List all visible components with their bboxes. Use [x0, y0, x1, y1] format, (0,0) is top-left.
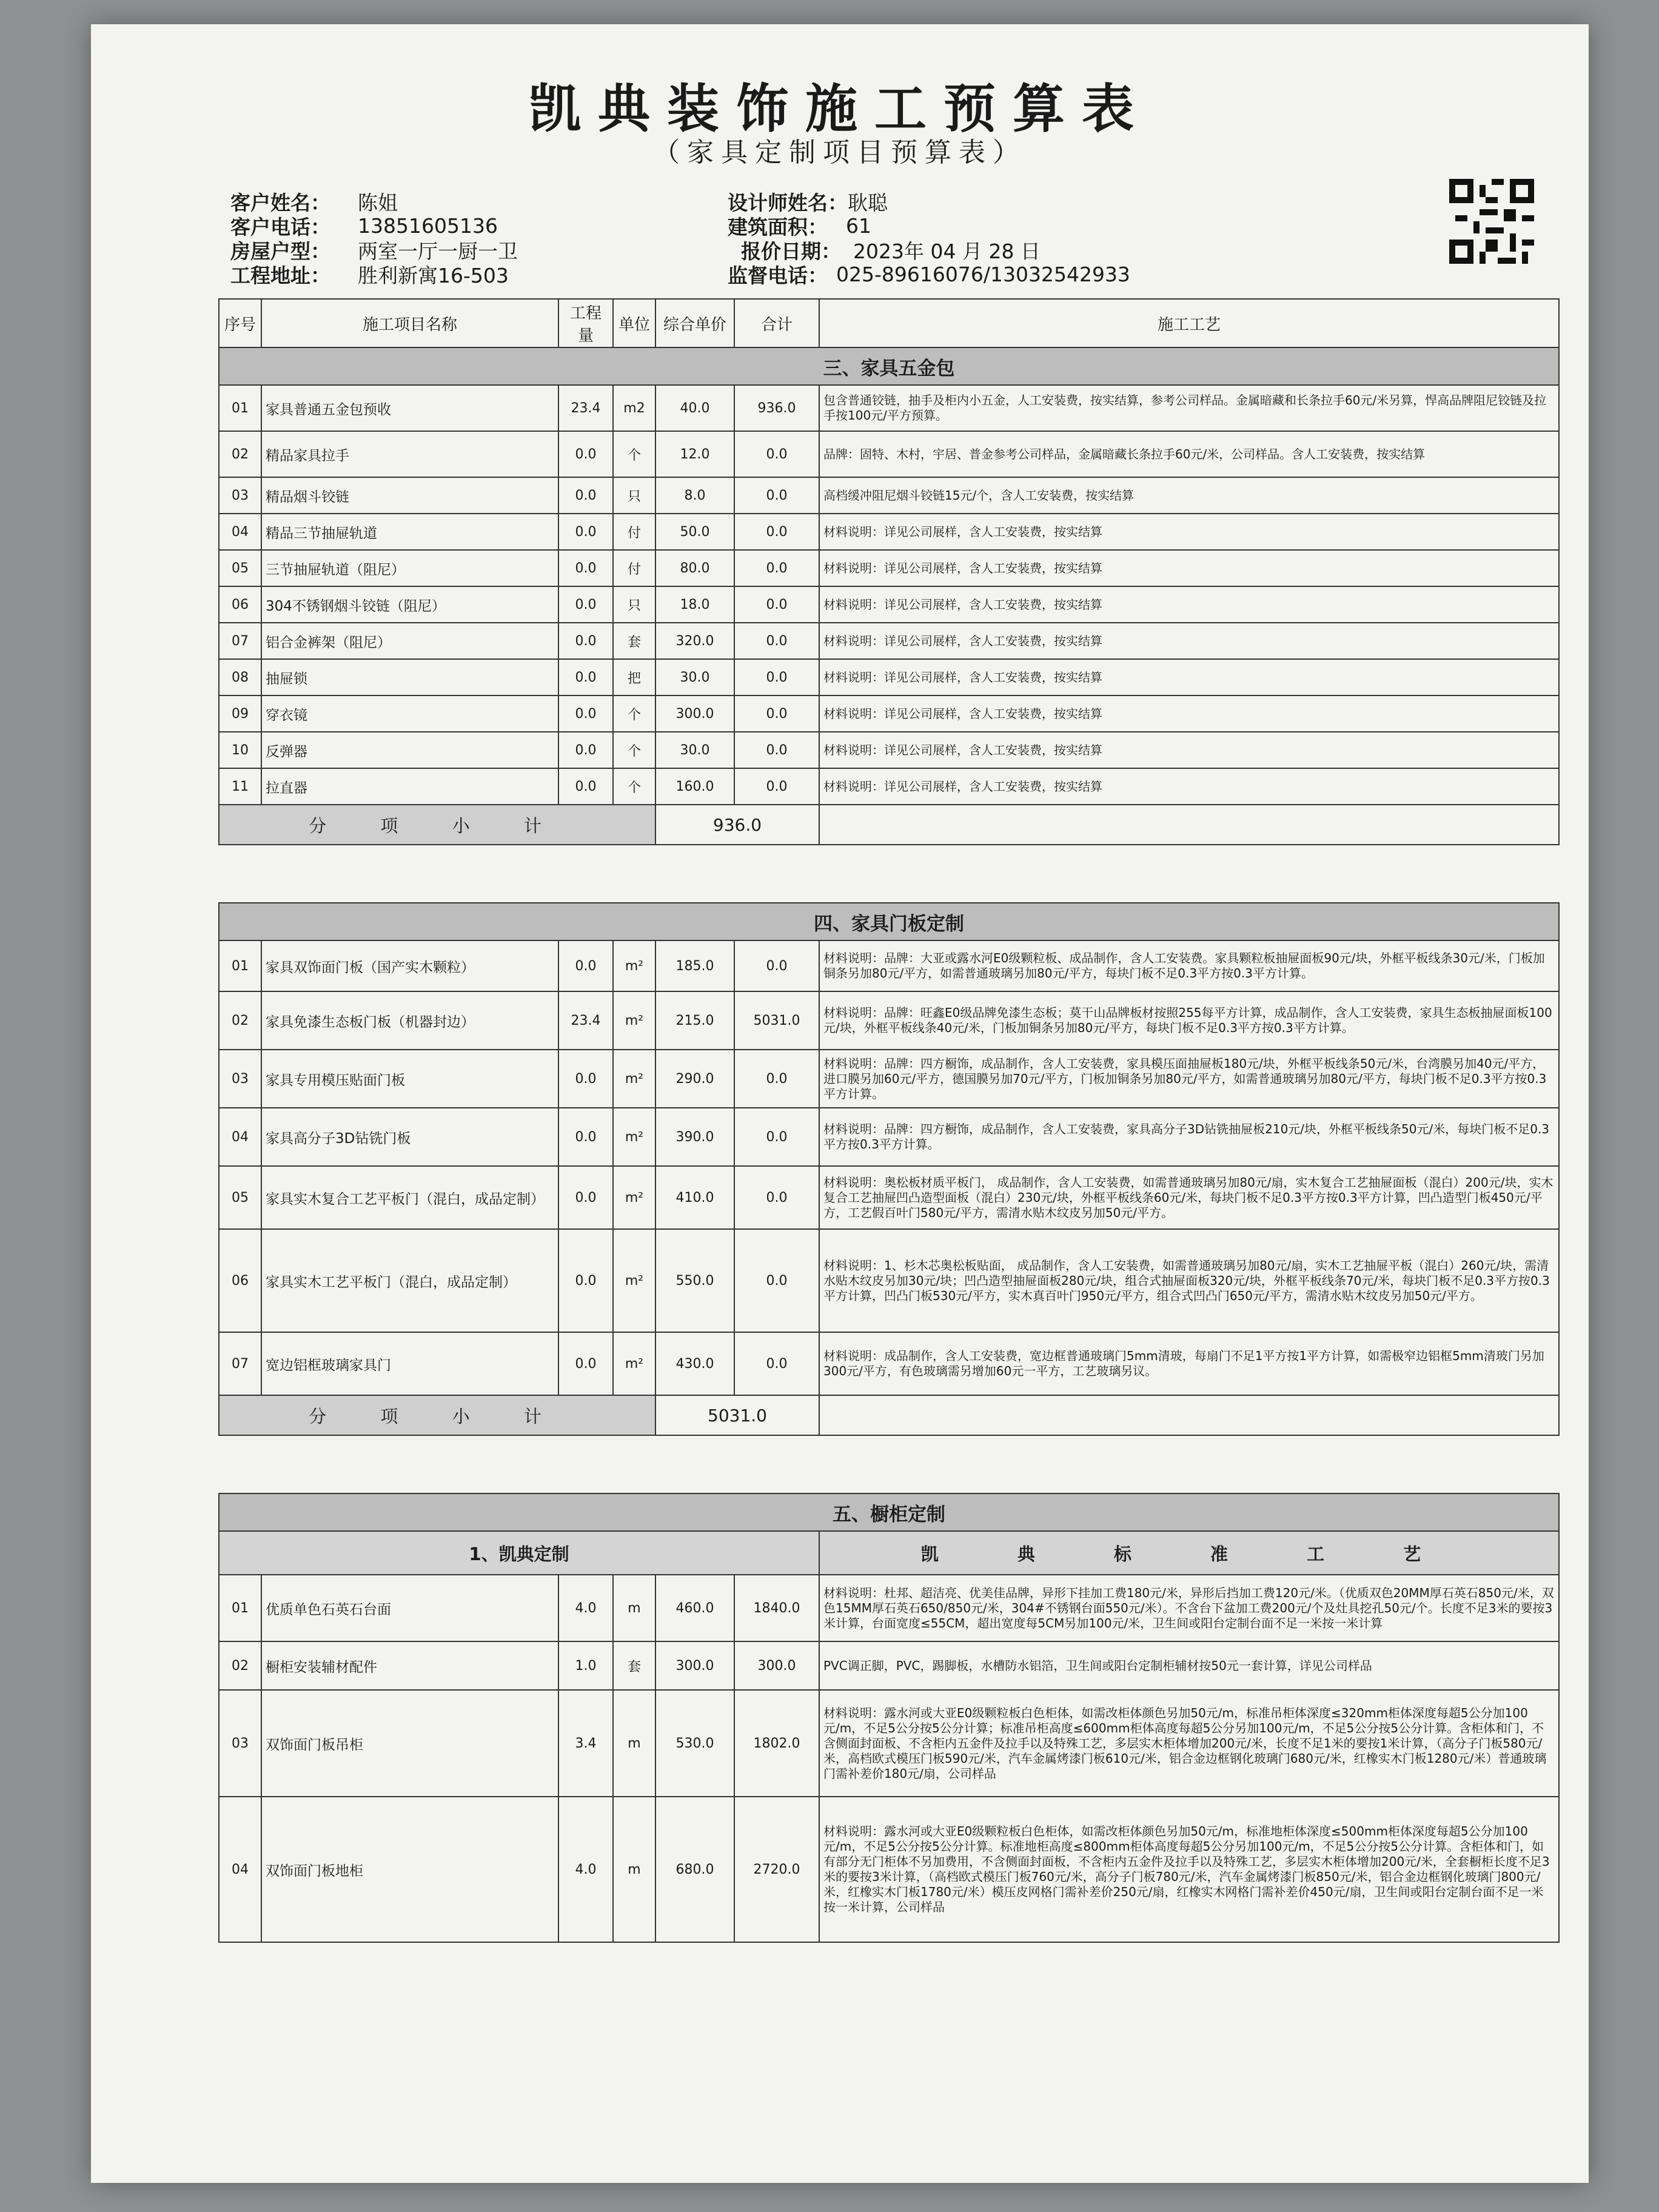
- item-qty: 0.0: [558, 1108, 613, 1166]
- section-title: 五、橱柜定制: [219, 1493, 1559, 1531]
- item-no: 06: [219, 586, 261, 623]
- item-craft: 材料说明：品牌：大亚或露水河E0级颗粒板、成品制作，含人工安装费。家具颗粒板抽屉面板90元/块，外框平板线条30元/米，门板加铜条另加80元/平方，如需普通玻璃另加80元/平方，每块门板不足0.3平方按0.3平方计算。: [819, 940, 1559, 991]
- item-price: 40.0: [655, 385, 734, 431]
- item-name: 家具专用模压贴面门板: [261, 1050, 558, 1108]
- item-total: 936.0: [734, 385, 819, 431]
- item-no: 09: [219, 695, 261, 732]
- item-qty: 4.0: [558, 1797, 613, 1942]
- item-craft: 高档缓冲阻尼烟斗铰链15元/个，含人工安装费，按实结算: [819, 477, 1559, 514]
- item-name: 家具高分子3D钻铣门板: [261, 1108, 558, 1166]
- item-total: 1840.0: [734, 1575, 819, 1641]
- item-name: 双饰面门板吊柜: [261, 1690, 558, 1797]
- item-unit: m²: [613, 1050, 655, 1108]
- item-unit: m2: [613, 385, 655, 431]
- item-unit: m²: [613, 1166, 655, 1229]
- item-price: 215.0: [655, 991, 734, 1050]
- table-row: [219, 1641, 1559, 1690]
- col-header-no: 序号: [219, 299, 261, 347]
- item-qty: 23.4: [558, 385, 613, 431]
- item-name: 铝合金裤架（阻尼）: [261, 623, 558, 659]
- item-no: 10: [219, 732, 261, 768]
- item-no: 01: [219, 940, 261, 991]
- item-unit: 个: [613, 695, 655, 732]
- item-total: 0.0: [734, 768, 819, 805]
- table-row: [219, 514, 1559, 550]
- designer-name: 耿聪: [848, 190, 888, 215]
- section-title-row: [219, 1493, 1559, 1531]
- section-door-subtotal: [219, 1395, 1559, 1493]
- client-info: [230, 189, 1564, 286]
- item-total: 0.0: [734, 623, 819, 659]
- table-row: [219, 695, 1559, 732]
- item-qty: 0.0: [558, 695, 613, 732]
- document-title: 凯典装饰施工预算表: [529, 78, 1151, 139]
- customer-name: 陈姐: [358, 190, 398, 215]
- item-total: 0.0: [734, 695, 819, 732]
- item-no: 01: [219, 1575, 261, 1641]
- table-row: [219, 768, 1559, 805]
- item-craft: 材料说明：1、杉木芯奥松板贴面， 成品制作，含人工安装费，如需普通玻璃另加80元/扇，实木工艺抽屉平板（混白）260元/块，需清水贴木纹皮另加30元/块；凹凸造型抽屉面板280元/块，组合式抽屉面板320元/块，外框平板线条70元/米，每块门板不足0.3平方按0.3平方计算，凹凸门板530元/平方，实木真百叶门950元/平方，组合式凹凸门650元/平方，需清水贴木纹皮另加50元/平方。: [819, 1229, 1559, 1332]
- item-no: 02: [219, 431, 261, 477]
- item-name: 家具双饰面门板（国产实木颗粒）: [261, 940, 558, 991]
- item-unit: 把: [613, 659, 655, 695]
- item-name: 拉直器: [261, 768, 558, 805]
- item-no: 02: [219, 1641, 261, 1690]
- subtotal-blank: [819, 1395, 1559, 1435]
- item-price: 530.0: [655, 1690, 734, 1797]
- item-name: 双饰面门板地柜: [261, 1797, 558, 1942]
- item-craft: 材料说明：详见公司展样，含人工安装费，按实结算: [819, 695, 1559, 732]
- address-label: 工程地址：: [230, 263, 330, 287]
- item-unit: m: [613, 1797, 655, 1942]
- table-row: [219, 1690, 1559, 1797]
- table-row: [219, 550, 1559, 586]
- item-unit: 套: [613, 1641, 655, 1690]
- item-craft: 材料说明：详见公司展样，含人工安装费，按实结算: [819, 732, 1559, 768]
- supervisor-phone: 025-89616076/13032542933: [836, 262, 1130, 286]
- section-title-row: [219, 903, 1559, 940]
- item-price: 185.0: [655, 940, 734, 991]
- item-name: 精品三节抽屉轨道: [261, 514, 558, 550]
- item-qty: 0.0: [558, 550, 613, 586]
- item-no: 07: [219, 1332, 261, 1395]
- item-price: 30.0: [655, 732, 734, 768]
- col-header-qty: 工程量: [558, 299, 613, 347]
- item-qty: 0.0: [558, 514, 613, 550]
- item-craft: 材料说明：杜邦、超洁亮、优美佳品牌，异形下挂加工费180元/米，异形后挡加工费120元/米。（优质双色20MM厚石英石850元/米，双色15MM厚石英石650/850元/米，304#不锈钢台面550元/米）。不含台下盆加工费200元/个及灶具挖孔50元/个。长度不足3米的要按3米计算，台面宽度≤55CM，超出宽度每5CM另加100元/米，卫生间或阳台定制台面不足一米按一米计算: [819, 1575, 1559, 1641]
- item-price: 320.0: [655, 623, 734, 659]
- section-title: 四、家具门板定制: [219, 903, 1559, 940]
- item-qty: 0.0: [558, 586, 613, 623]
- building-area: 61: [846, 213, 871, 238]
- item-craft: 材料说明：详见公司展样，含人工安装费，按实结算: [819, 768, 1559, 805]
- item-price: 290.0: [655, 1050, 734, 1108]
- item-price: 680.0: [655, 1797, 734, 1942]
- layout-label: 房屋户型：: [230, 239, 330, 263]
- col-header-unit: 单位: [613, 299, 655, 347]
- item-craft: 包含普通铰链，抽手及柜内小五金，人工安装费，按实结算，参考公司样品。金属暗藏和长条拉手60元/米另算，悍高品牌阻尼铰链及拉手按100元/平方预算。: [819, 385, 1559, 431]
- item-craft: 材料说明：详见公司展样，含人工安装费，按实结算: [819, 623, 1559, 659]
- subtotal-value: 5031.0: [655, 1395, 819, 1435]
- section-title-row: [219, 347, 1559, 385]
- item-craft: 材料说明：详见公司展样，含人工安装费，按实结算: [819, 514, 1559, 550]
- item-price: 12.0: [655, 431, 734, 477]
- item-total: 0.0: [734, 659, 819, 695]
- table-row: [219, 1575, 1559, 1641]
- item-total: 0.0: [734, 1108, 819, 1166]
- section-title: 三、家具五金包: [219, 347, 1559, 385]
- item-no: 07: [219, 623, 261, 659]
- item-name: 精品烟斗铰链: [261, 477, 558, 514]
- item-unit: m²: [613, 1108, 655, 1166]
- item-total: 5031.0: [734, 991, 819, 1050]
- subtotal-blank: [819, 805, 1559, 845]
- item-name: 反弹器: [261, 732, 558, 768]
- subsection-right: 凯 典 标 准 工 艺: [819, 1531, 1559, 1575]
- item-qty: 0.0: [558, 940, 613, 991]
- section-cabinets: [219, 1493, 1559, 1942]
- item-price: 8.0: [655, 477, 734, 514]
- col-header-craft: 施工工艺: [819, 299, 1559, 347]
- designer-label: 设计师姓名：: [728, 190, 848, 215]
- table-row: [219, 1229, 1559, 1332]
- item-total: 0.0: [734, 477, 819, 514]
- item-price: 30.0: [655, 659, 734, 695]
- item-craft: 材料说明：露水河或大亚E0级颗粒板白色柜体，如需改柜体颜色另加50元/m，标准地柜体深度≤500mm柜体深度每超5公分加100元/m，不足5公分按5公分计算。标准地柜高度≤800mm柜体高度每超5公分另加100元/m，不足5公分按5公分计算。含柜体和门，如有部分无门柜体不另加费用，不含侧面封面板，不含柜内五金件及拉手以及特殊工艺，多层实木柜体增加200元/米，全套橱柜长度不足3米的要按3米计算，（高档欧式模压门板760元/米，高分子门板780元/米，汽车金属烤漆门板850元/米，铝合金边框钢化玻璃门800元/米，红橡实木门板1780元/米）模压皮网格门需补差价250元/扇，红橡实木网格门需补差价450元/扇，卫生间或阳台定制台面不足一米按一米计算，公司样品: [819, 1797, 1559, 1942]
- item-total: 0.0: [734, 550, 819, 586]
- subsection-row: [219, 1531, 1559, 1575]
- project-address: 胜利新寓16-503: [358, 263, 509, 287]
- item-total: 0.0: [734, 732, 819, 768]
- item-name: 家具普通五金包预收: [261, 385, 558, 431]
- quote-date: 2023年 04 月 28 日: [853, 239, 1041, 263]
- item-craft: 材料说明：品牌：四方橱饰，成品制作，含人工安装费，家具高分子3D钻铣抽屉板210元/块，外框平板线条50元/米，每块门板不足0.3平方按0.3平方计算。: [819, 1108, 1559, 1166]
- item-name: 家具实木工艺平板门（混白，成品定制）: [261, 1229, 558, 1332]
- item-name: 穿衣镜: [261, 695, 558, 732]
- table-row: [219, 623, 1559, 659]
- item-no: 03: [219, 477, 261, 514]
- item-unit: m²: [613, 991, 655, 1050]
- item-no: 06: [219, 1229, 261, 1332]
- item-qty: 0.0: [558, 1166, 613, 1229]
- item-name: 家具免漆生态板门板（机器封边）: [261, 991, 558, 1050]
- subtotal-label: 分 项 小 计: [219, 805, 655, 845]
- spacer-cell: [219, 1435, 1559, 1493]
- item-price: 410.0: [655, 1166, 734, 1229]
- item-total: 1802.0: [734, 1690, 819, 1797]
- table-row: [219, 940, 1559, 991]
- spacer-cell: [219, 845, 1559, 903]
- item-name: 抽屉锁: [261, 659, 558, 695]
- item-unit: 只: [613, 477, 655, 514]
- item-qty: 0.0: [558, 659, 613, 695]
- item-total: 0.0: [734, 1229, 819, 1332]
- section-door-panels: [219, 903, 1559, 1395]
- item-qty: 0.0: [558, 1332, 613, 1395]
- item-qty: 0.0: [558, 623, 613, 659]
- table-row: [219, 385, 1559, 431]
- item-price: 50.0: [655, 514, 734, 550]
- table-header-row: [219, 299, 1559, 347]
- item-no: 01: [219, 385, 261, 431]
- item-no: 04: [219, 1108, 261, 1166]
- item-unit: 个: [613, 768, 655, 805]
- section-hardware-subtotal: [219, 805, 1559, 903]
- table-row: [219, 1166, 1559, 1229]
- table-row: [219, 1050, 1559, 1108]
- subtotal-value: 936.0: [655, 805, 819, 845]
- item-total: 0.0: [734, 1050, 819, 1108]
- subtotal-label: 分 项 小 计: [219, 1395, 655, 1435]
- item-craft: PVC调正脚，PVC，踢脚板，水槽防水铝箔，卫生间或阳台定制柜辅材按50元一套计算，详见公司样品: [819, 1641, 1559, 1690]
- item-no: 02: [219, 991, 261, 1050]
- col-header-total: 合计: [734, 299, 819, 347]
- item-unit: 个: [613, 431, 655, 477]
- phone-label: 客户电话：: [230, 215, 330, 239]
- item-craft: 材料说明：品牌：四方橱饰，成品制作，含人工安装费，家具模压面抽屉板180元/块，外框平板线条50元/米，台湾膜另加40元/平方，进口膜另加60元/平方，德国膜另加70元/平方，门板加铜条另加80元/平方，如需普通玻璃另加80元/平方，每块门板不足0.3平方按0.3平方计算。: [819, 1050, 1559, 1108]
- item-total: 0.0: [734, 586, 819, 623]
- subtotal-row: [219, 805, 1559, 845]
- item-unit: 付: [613, 550, 655, 586]
- date-label: 报价日期：: [741, 239, 841, 263]
- item-price: 160.0: [655, 768, 734, 805]
- item-qty: 0.0: [558, 768, 613, 805]
- item-craft: 材料说明：详见公司展样，含人工安装费，按实结算: [819, 550, 1559, 586]
- item-name: 三节抽屉轨道（阻尼）: [261, 550, 558, 586]
- item-craft: 材料说明：露水河或大亚E0级颗粒板白色柜体，如需改柜体颜色另加50元/m，标准吊柜体深度≤320mm柜体深度每超5公分加100元/m，不足5公分按5公分计算；标准吊柜高度≤600mm柜体高度每超5公分另加100元/m，不足5公分按5公分计算。含柜体和门，不含侧面封面板、不含柜内五金件及拉手以及特殊工艺，多层实木柜体增加200元/米，长度不足1米的要按1米计算，（高分子门板580元/米，高档欧式模压门板590元/米，汽车金属烤漆门板610元/米，铝合金边框钢化玻璃门680元/米，红橡实木门板1280元/米）普通玻璃门需补差价180元/扇，公司样品: [819, 1690, 1559, 1797]
- item-price: 300.0: [655, 1641, 734, 1690]
- item-no: 11: [219, 768, 261, 805]
- item-total: 2720.0: [734, 1797, 819, 1942]
- item-qty: 3.4: [558, 1690, 613, 1797]
- item-craft: 材料说明：品牌：旺鑫E0级品牌免漆生态板；莫干山品牌板材按照255每平方计算，成品制作，含人工安装费，家具生态板抽屉面板100元/块，外框平板线条40元/米，门板加铜条另加80元/平方，每块门板不足0.3平方按0.3平方计算。: [819, 991, 1559, 1050]
- item-price: 460.0: [655, 1575, 734, 1641]
- item-qty: 0.0: [558, 431, 613, 477]
- item-total: 0.0: [734, 1166, 819, 1229]
- table-row: [219, 732, 1559, 768]
- item-total: 0.0: [734, 940, 819, 991]
- supervisor-label: 监督电话：: [728, 263, 828, 287]
- table-row: [219, 991, 1559, 1050]
- item-unit: 套: [613, 623, 655, 659]
- table-row: [219, 431, 1559, 477]
- item-craft: 材料说明：奥松板材质平板门， 成品制作，含人工安装费，如需普通玻璃另加80元/扇，实木复合工艺抽屉面板（混白）200元/块，实木复合工艺抽屉凹凸造型面板（混白）230元/块，外框平板线条60元/米，每块门板不足0.3平方按0.3平方计算，凹凸造型门板450元/平方，工艺假百叶门580元/平方，需清水贴木纹皮另加50元/平方。: [819, 1166, 1559, 1229]
- document-subtitle: （家具定制项目预算表）: [653, 137, 1027, 168]
- item-price: 550.0: [655, 1229, 734, 1332]
- item-name: 家具实木复合工艺平板门（混白，成品定制）: [261, 1166, 558, 1229]
- budget-table: [218, 298, 1560, 1943]
- table-row: [219, 1797, 1559, 1942]
- spacer-row: [219, 1435, 1559, 1493]
- subsection-left: 1、凯典定制: [219, 1531, 819, 1575]
- item-name: 橱柜安装辅材配件: [261, 1641, 558, 1690]
- item-price: 18.0: [655, 586, 734, 623]
- item-qty: 23.4: [558, 991, 613, 1050]
- item-total: 0.0: [734, 1332, 819, 1395]
- item-unit: 只: [613, 586, 655, 623]
- table-row: [219, 1332, 1559, 1395]
- qr-code-icon: [1449, 179, 1534, 264]
- table-row: [219, 659, 1559, 695]
- item-qty: 4.0: [558, 1575, 613, 1641]
- house-layout: 两室一厅一厨一卫: [358, 239, 518, 263]
- item-unit: m²: [613, 1229, 655, 1332]
- table-row: [219, 586, 1559, 623]
- item-qty: 1.0: [558, 1641, 613, 1690]
- item-total: 0.0: [734, 514, 819, 550]
- item-craft: 材料说明：成品制作，含人工安装费，宽边框普通玻璃门5mm清玻，每扇门不足1平方按1平方计算，如需极窄边铝框5mm清玻门另加300元/平方，有色玻璃需另增加60元一平方，工艺玻璃另议。: [819, 1332, 1559, 1395]
- item-craft: 材料说明：详见公司展样，含人工安装费，按实结算: [819, 659, 1559, 695]
- item-unit: 个: [613, 732, 655, 768]
- customer-phone: 13851605136: [358, 213, 498, 238]
- budget-sheet: [91, 24, 1589, 2183]
- item-no: 05: [219, 550, 261, 586]
- item-name: 宽边铝框玻璃家具门: [261, 1332, 558, 1395]
- table-row: [219, 477, 1559, 514]
- item-unit: m: [613, 1575, 655, 1641]
- item-no: 03: [219, 1050, 261, 1108]
- item-no: 04: [219, 514, 261, 550]
- item-price: 300.0: [655, 695, 734, 732]
- item-no: 05: [219, 1166, 261, 1229]
- section-hardware: [219, 347, 1559, 805]
- item-unit: 付: [613, 514, 655, 550]
- subtotal-row: [219, 1395, 1559, 1435]
- item-unit: m²: [613, 1332, 655, 1395]
- item-unit: m: [613, 1690, 655, 1797]
- customer-label: 客户姓名：: [230, 190, 330, 215]
- item-name: 精品家具拉手: [261, 431, 558, 477]
- item-no: 03: [219, 1690, 261, 1797]
- item-craft: 品牌：固特、木村，宇居、普金参考公司样品，金属暗藏长条拉手60元/米，公司样品。含人工安装费，按实结算: [819, 431, 1559, 477]
- item-total: 0.0: [734, 431, 819, 477]
- item-name: 优质单色石英石台面: [261, 1575, 558, 1641]
- item-qty: 0.0: [558, 1050, 613, 1108]
- item-craft: 材料说明：详见公司展样，含人工安装费，按实结算: [819, 586, 1559, 623]
- spacer-row: [219, 845, 1559, 903]
- item-total: 300.0: [734, 1641, 819, 1690]
- item-no: 04: [219, 1797, 261, 1942]
- item-unit: m²: [613, 940, 655, 991]
- table-row: [219, 1108, 1559, 1166]
- item-no: 08: [219, 659, 261, 695]
- item-price: 390.0: [655, 1108, 734, 1166]
- item-qty: 0.0: [558, 477, 613, 514]
- item-qty: 0.0: [558, 732, 613, 768]
- item-price: 430.0: [655, 1332, 734, 1395]
- item-price: 80.0: [655, 550, 734, 586]
- item-qty: 0.0: [558, 1229, 613, 1332]
- col-header-price: 综合单价: [655, 299, 734, 347]
- col-header-name: 施工项目名称: [261, 299, 558, 347]
- item-name: 304不锈钢烟斗铰链（阻尼）: [261, 586, 558, 623]
- area-label: 建筑面积：: [728, 215, 828, 239]
